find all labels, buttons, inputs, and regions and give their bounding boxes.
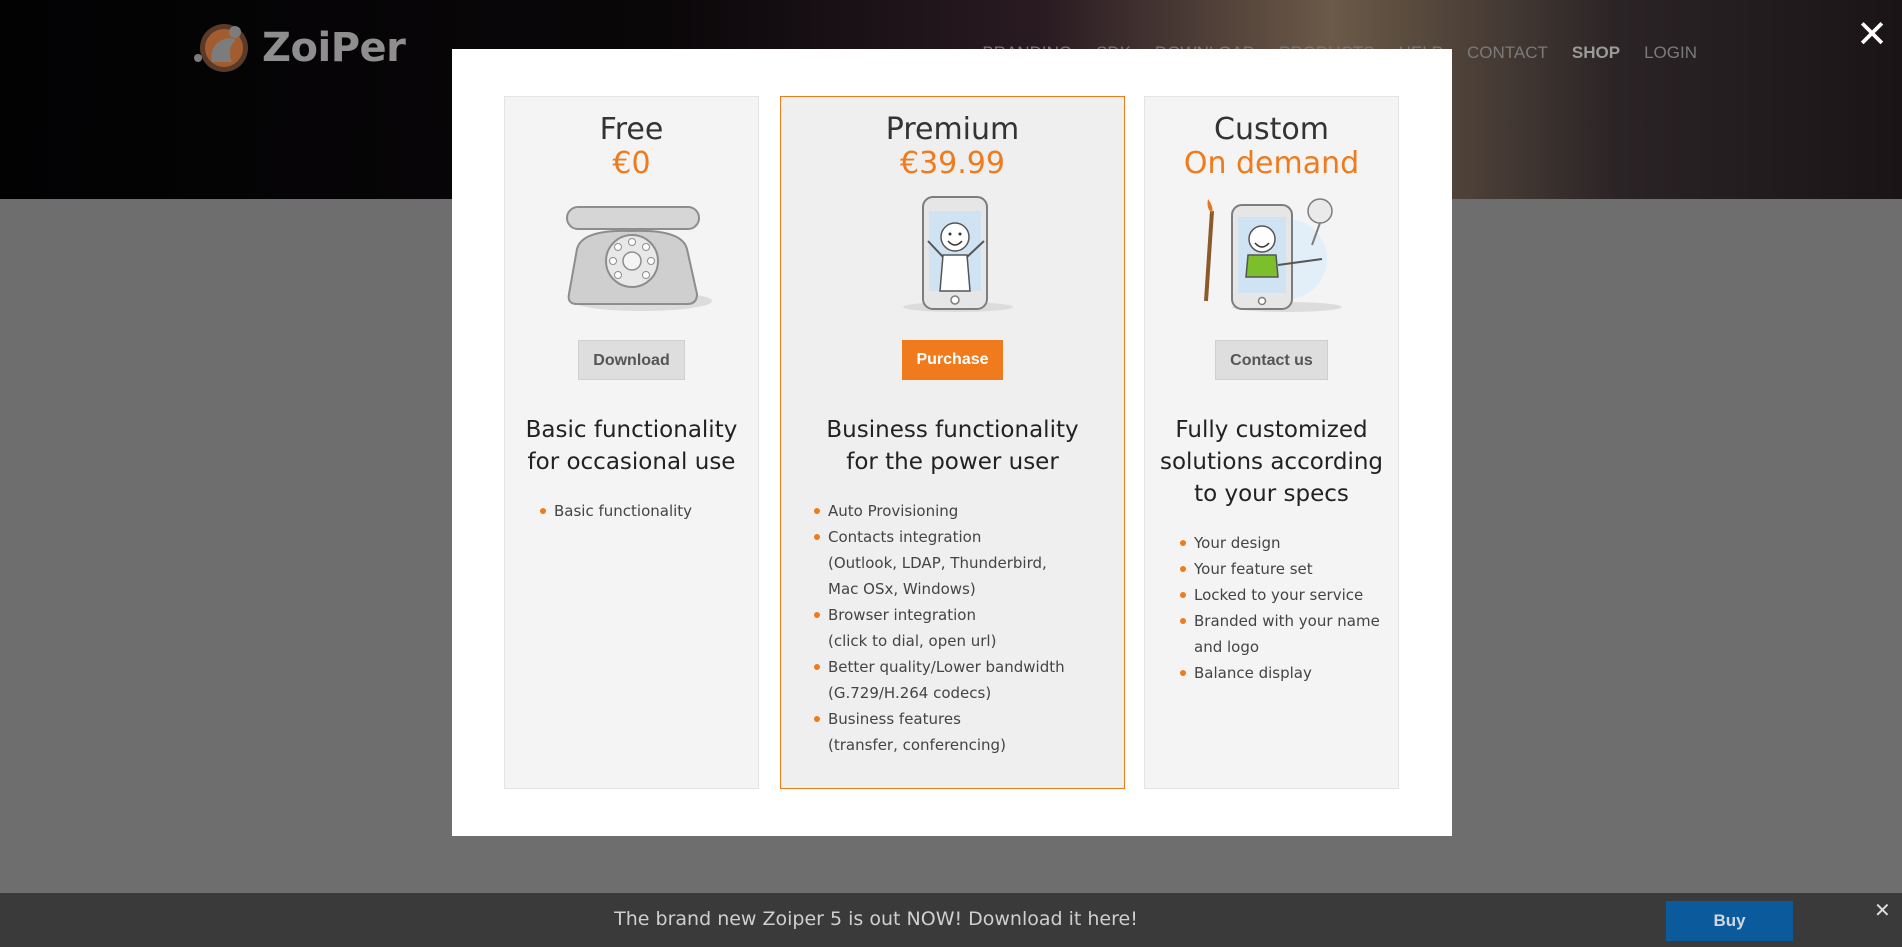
feature-text: Your feature set — [1194, 560, 1313, 578]
logo-text: ZoiPer — [262, 25, 406, 71]
feature-text: Locked to your service — [1194, 586, 1364, 604]
feature-item — [1180, 608, 1398, 660]
plan-name: Custom — [1214, 112, 1329, 147]
plan-card-custom — [1144, 96, 1399, 789]
plan-tagline — [505, 414, 758, 478]
feature-detail: Mac OSx, Windows) — [828, 580, 976, 598]
plan-card-free — [504, 96, 759, 789]
feature-item — [814, 706, 1124, 758]
feature-list — [540, 498, 758, 524]
tagline-line: for occasional use — [527, 449, 736, 475]
feature-item — [1180, 582, 1398, 608]
tagline-line: Business functionality — [826, 417, 1079, 443]
feature-text: Balance display — [1194, 664, 1312, 682]
promo-banner — [0, 893, 1902, 947]
buy-button[interactable]: Buy — [1666, 901, 1793, 941]
nav-shop[interactable]: SHOP — [1571, 43, 1621, 62]
plan-name: Premium — [885, 112, 1020, 147]
feature-item — [814, 524, 1124, 602]
banner-close-icon[interactable]: ✕ — [1874, 898, 1891, 922]
download-button[interactable]: Download — [578, 340, 684, 380]
feature-text: Browser integration — [828, 606, 976, 624]
smartphone-mascot-icon — [781, 189, 1124, 314]
plan-price: On demand — [1183, 146, 1360, 181]
zoiper-logo-icon — [190, 18, 256, 78]
feature-item — [1180, 660, 1398, 686]
zoiper-logo[interactable] — [190, 18, 405, 78]
plan-card-premium — [780, 96, 1125, 789]
pricing-modal — [452, 49, 1452, 836]
custom-phone-mascot-icon — [1145, 189, 1398, 314]
feature-detail: (Outlook, LDAP, Thunderbird, — [828, 554, 1047, 572]
feature-detail: (click to dial, open url) — [828, 632, 997, 650]
plan-name: Free — [599, 112, 664, 147]
contact-us-button[interactable]: Contact us — [1215, 340, 1328, 380]
nav-contact[interactable]: CONTACT — [1467, 43, 1548, 62]
feature-text: Your design — [1194, 534, 1281, 552]
feature-text: Auto Provisioning — [828, 502, 959, 520]
tagline-line: to your specs — [1194, 481, 1349, 507]
feature-detail: and logo — [1194, 638, 1260, 656]
feature-detail: (transfer, conferencing) — [828, 736, 1006, 754]
tagline-line: Fully customized — [1175, 417, 1368, 443]
tagline-line: Basic functionality — [525, 417, 738, 443]
modal-close-icon[interactable]: ✕ — [1856, 12, 1888, 56]
rotary-phone-icon — [505, 189, 758, 314]
feature-list — [1180, 530, 1398, 686]
feature-detail: (G.729/H.264 codecs) — [828, 684, 992, 702]
tagline-line: solutions according — [1159, 449, 1384, 475]
feature-list — [814, 498, 1124, 758]
purchase-button[interactable]: Purchase — [902, 340, 1002, 380]
nav-login[interactable]: LOGIN — [1644, 43, 1697, 62]
plan-price: €0 — [612, 146, 651, 181]
plan-tagline — [1145, 414, 1398, 510]
feature-item — [1180, 530, 1398, 556]
feature-text: Better quality/Lower bandwidth — [828, 658, 1065, 676]
promo-banner-text[interactable]: The brand new Zoiper 5 is out NOW! Download it here! — [614, 908, 1138, 930]
tagline-line: for the power user — [846, 449, 1059, 475]
feature-item — [814, 602, 1124, 654]
plan-price: €39.99 — [900, 146, 1005, 181]
feature-item — [814, 654, 1124, 706]
plan-tagline — [781, 414, 1124, 478]
feature-text: Basic functionality — [554, 502, 693, 520]
feature-text: Contacts integration — [828, 528, 982, 546]
feature-item — [540, 498, 758, 524]
feature-text: Branded with your name — [1194, 612, 1380, 630]
feature-text: Business features — [828, 710, 961, 728]
feature-item — [814, 498, 1124, 524]
feature-item — [1180, 556, 1398, 582]
